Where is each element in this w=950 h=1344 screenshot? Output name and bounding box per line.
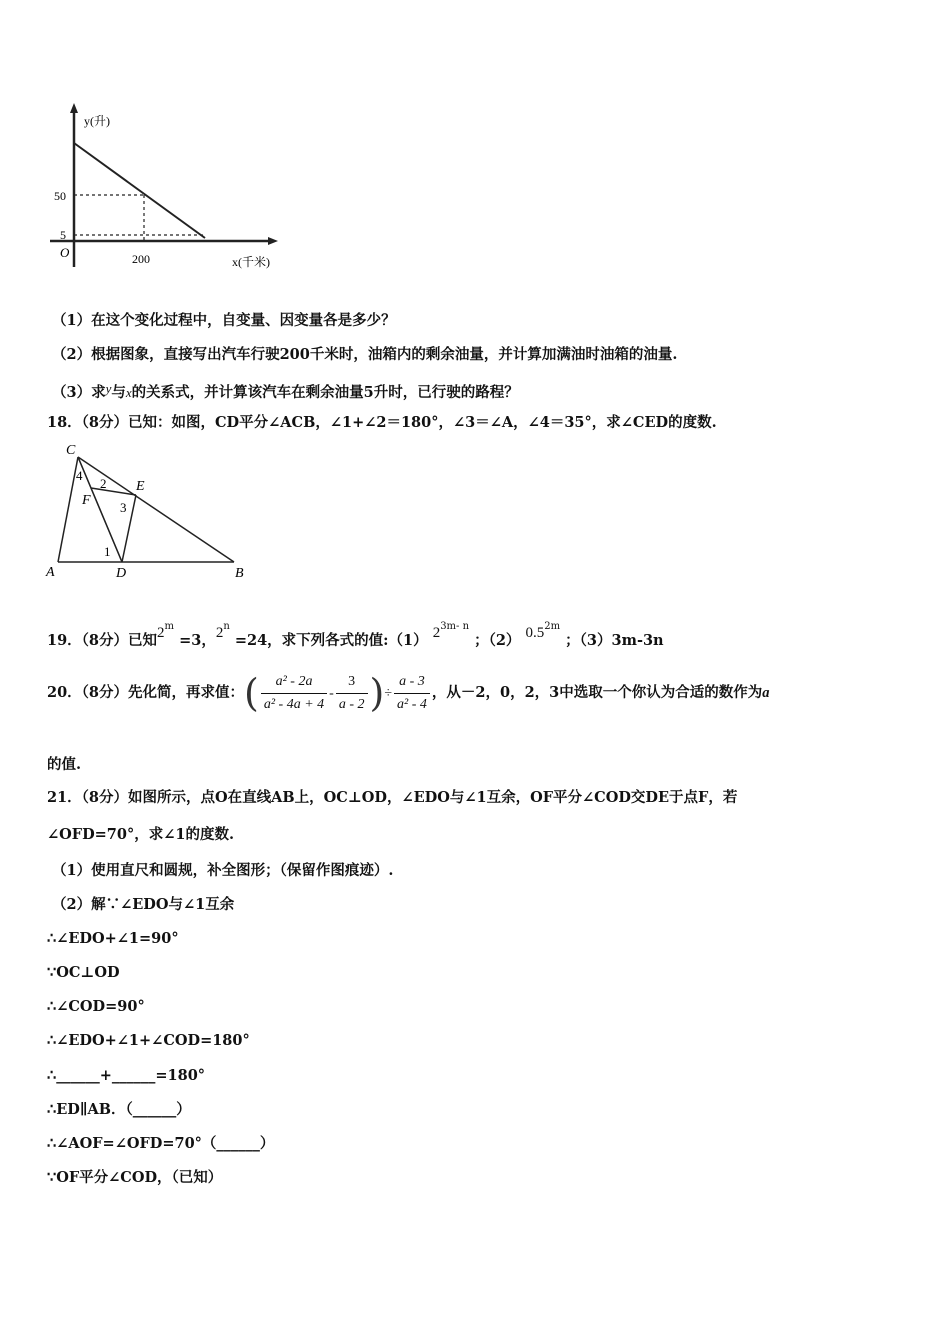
triangle-diagram (40, 440, 255, 582)
x-axis-arrow (268, 237, 278, 245)
y-tick-50: 50 (54, 189, 66, 203)
var-y: y (105, 381, 112, 396)
q19-exp2: n (223, 621, 230, 632)
x-tick-200: 200 (132, 252, 150, 266)
q21-line1: 21．（8分）如图所示，点O在直线AB上，OC⊥OD，∠EDO与∠1互余，OF平分∠COD交DE于点F，若 (47, 789, 738, 806)
fraction-3-den: a² - 4 (397, 696, 427, 712)
label-F: F (82, 493, 91, 508)
q21-part1: （1）使用直尺和圆规，补全图形；（保留作图痕迹）. (52, 862, 394, 879)
q20-suffix: ，从－2，0，2，3中选取一个你认为合适的数作为 (431, 684, 763, 701)
fraction-2 (336, 673, 368, 714)
divide-sign: ÷ (384, 686, 393, 701)
minus-sign: - (329, 686, 334, 701)
q21-step4: ∴∠EDO+∠1+∠COD=180° (47, 1032, 250, 1049)
fraction-2-den: a - 2 (338, 696, 365, 712)
q17-part3-prefix: （3）求 (52, 384, 106, 401)
q17-part3-suffix: 的关系式，并计算该汽车在剩余油量5升时，已行驶的路程？ (131, 384, 519, 401)
q19-sep2: ；（3）3m-3n (565, 632, 664, 649)
q19-exp1: m (164, 621, 175, 632)
q19-prefix: 19．（8分）已知 (47, 632, 158, 649)
q19-base1: 2 (157, 625, 165, 641)
label-D: D (116, 566, 127, 581)
fraction-2-num: 3 (336, 673, 368, 694)
angle-1: 1 (104, 544, 111, 559)
q20-cont: 的值. (47, 756, 82, 773)
q21-step5: ∴______+______=180° (47, 1067, 206, 1084)
fraction-3-num: a - 3 (394, 673, 430, 694)
q19-base2: 2 (215, 625, 224, 641)
label-C: C (66, 443, 76, 458)
fuel-line (74, 143, 205, 238)
x-axis-label: x(千米) (232, 255, 270, 269)
side-CB (78, 457, 234, 562)
left-paren: ( (244, 671, 259, 715)
label-B: B (235, 566, 244, 581)
q21-part2: （2）解∵∠EDO与∠1互余 (52, 896, 235, 913)
q21-step8: ∵OF平分∠COD，（已知） (47, 1169, 223, 1186)
q17-part3 (52, 379, 519, 403)
q19-sep1: ；（2） (474, 632, 521, 649)
label-E: E (136, 479, 145, 494)
angle-3: 3 (120, 500, 127, 515)
q21-line2: ∠OFD=70°，求∠1的度数. (47, 826, 235, 843)
fraction-3 (394, 673, 430, 714)
fraction-1-num: a² - 2a (261, 673, 327, 694)
y-axis-label: y(升) (84, 114, 110, 128)
q21-step7: ∴∠AOF=∠OFD=70°（______） (47, 1135, 275, 1152)
q18-text: 18．（8分）已知：如图，CD平分∠ACB，∠1+∠2＝180°，∠3＝∠A，∠4＝35°，求∠CED的度数. (47, 414, 717, 431)
fraction-1 (261, 673, 327, 714)
q21-step6: ∴ED∥AB．（______） (47, 1101, 191, 1118)
right-paren: ) (369, 671, 385, 715)
q19-base4: 0.5 (525, 625, 545, 641)
y-tick-5: 5 (60, 228, 66, 242)
var-x: x (125, 385, 132, 400)
fraction-1-den: a² - 4a + 4 (263, 696, 325, 712)
side-CA (58, 457, 78, 562)
q19-exp4: 2m (544, 621, 561, 632)
q17-part2: （2）根据图象，直接写出汽车行驶200千米时，油箱内的剩余油量，并计算加满油时油箱的油量. (52, 346, 678, 363)
q17-part1: （1）在这个变化过程中，自变量、因变量各是多少？ (52, 312, 396, 329)
angle-2: 2 (100, 476, 107, 491)
q17-part3-mid: 与 (111, 384, 126, 401)
q19-exp3: 3m- n (440, 621, 470, 632)
q19-eq1: =3， (179, 632, 216, 649)
q20-prefix: 20．（8分）先化简，再求值： (47, 684, 245, 701)
origin-label: O (60, 245, 70, 260)
q19-base3: 2 (432, 625, 441, 641)
q21-step1: ∴∠EDO+∠1=90° (47, 930, 179, 947)
q20-var: a (762, 685, 770, 701)
label-A: A (46, 565, 55, 580)
y-axis-arrow (70, 103, 78, 113)
fuel-distance-graph (40, 95, 290, 280)
q19-text (47, 617, 664, 651)
angle-4: 4 (76, 468, 83, 483)
q19-eq2: =24，求下列各式的值:（1） (234, 632, 428, 649)
q20-text (47, 668, 770, 719)
q21-step2: ∵OC⊥OD (47, 964, 120, 981)
q21-step3: ∴∠COD=90° (47, 998, 145, 1015)
